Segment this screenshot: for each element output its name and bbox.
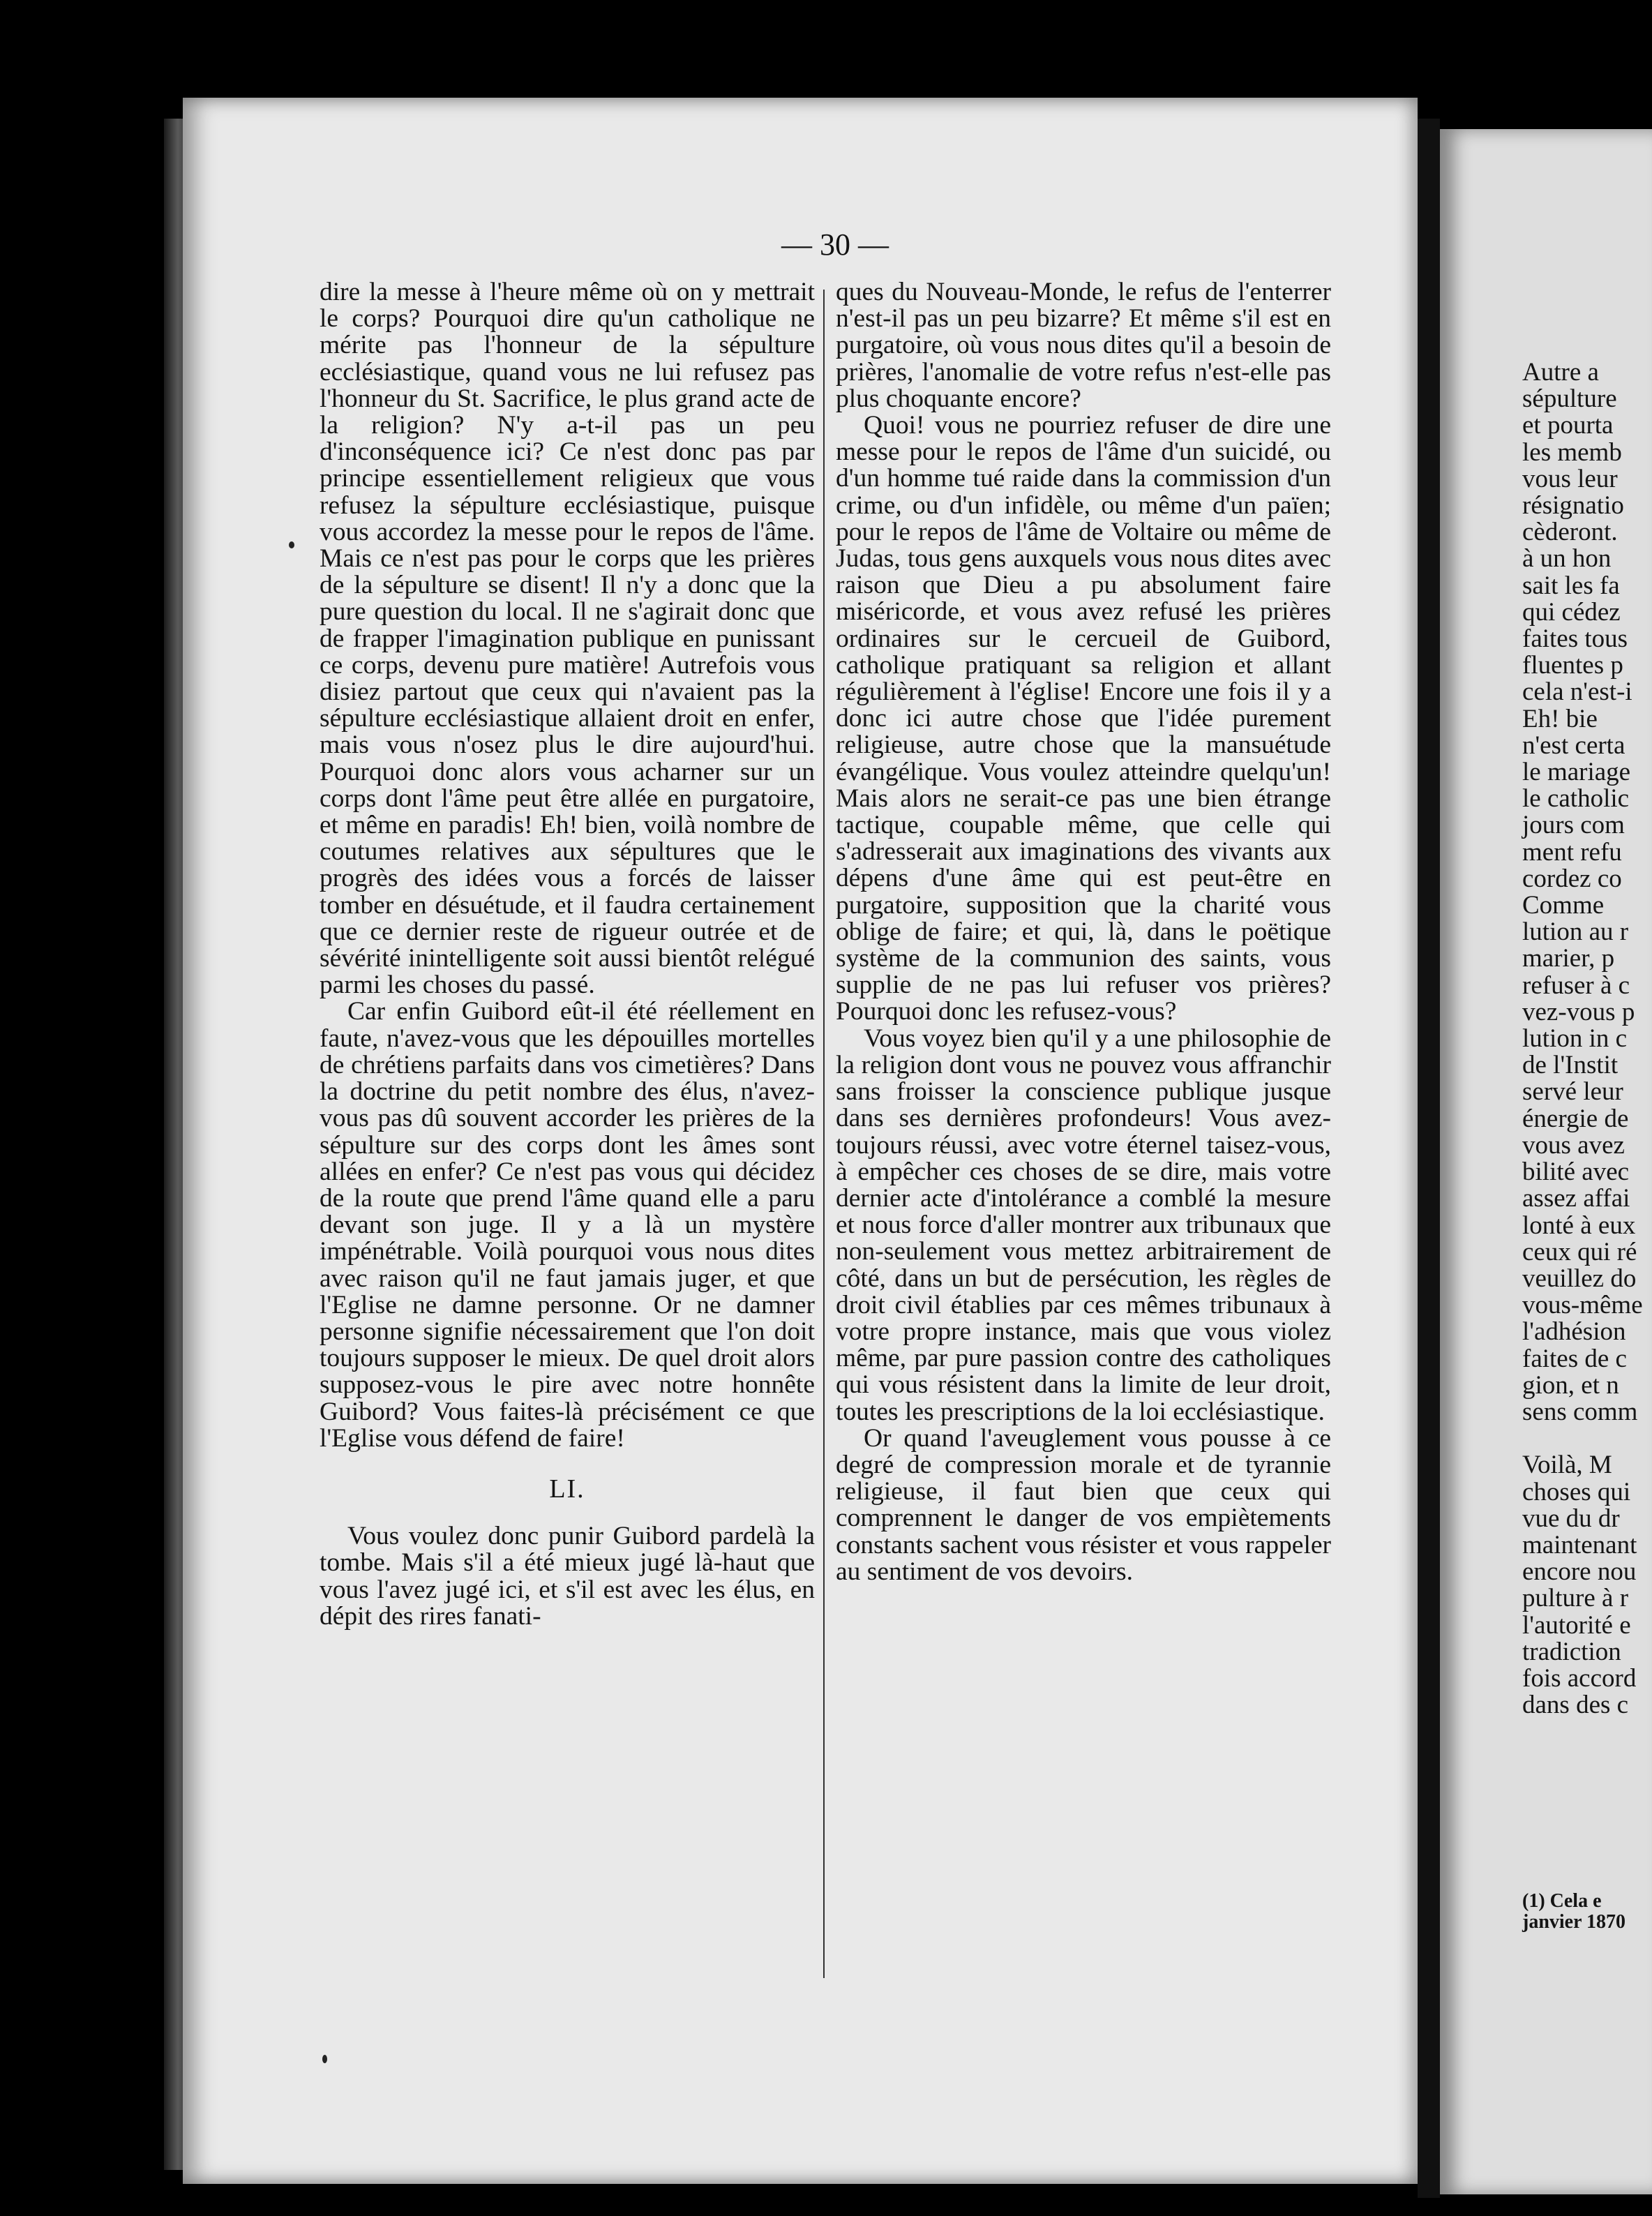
right-page-line: cela n'est-i <box>1522 677 1632 707</box>
right-page-line: vez-vous p <box>1522 997 1635 1026</box>
right-page-line: faites tous <box>1522 624 1628 654</box>
right-page-line: vue du dr <box>1522 1504 1620 1533</box>
right-page-line: Voilà, M <box>1522 1451 1612 1480</box>
right-page-line: assez affai <box>1522 1184 1630 1213</box>
right-page-line: Comme <box>1522 891 1605 920</box>
middle-text-column <box>836 279 1331 1585</box>
right-page-line: ceux qui ré <box>1522 1237 1637 1266</box>
right-page-line: servé leur <box>1522 1077 1623 1107</box>
right-page-line: maintenant <box>1522 1530 1637 1559</box>
right-page-line <box>1522 1425 1652 1452</box>
right-page-line: veuillez do <box>1522 1264 1637 1293</box>
right-page-footnote <box>1522 1891 1652 1933</box>
page-gutter <box>1418 119 1440 2198</box>
right-page-line: résignatio <box>1522 491 1624 521</box>
footnote-line: janvier 1870 <box>1522 1911 1626 1933</box>
paragraph: Car enfin Guibord eût-il été réellement en faute, n'avez-vous que les dépouilles mortelles de chrétiens parfaits dans vos cimetières? Dans la doctrine du petit nombre des élus, n'avez-vous pas dû souvent accorder les prières de la sépulture sur des corps dont les âmes sont allées en enfer? Ce n'est pas vous qui décidez de la route que prend l'âme quand elle a paru devant son juge. Il y a là un mystère impénétrable. Voilà pourquoi vous nous dites avec raison qu'il ne faut jamais juger, et que l'Eglise ne damne personne. Or ne damner personne signifie nécessairement que l'on doit toujours supposer le mieux. De quel droit alors supposez-vous le pire avec notre honnête Guibord? Vous faites-là précisément ce que l'Eglise vous défend de faire! <box>320 997 815 1453</box>
right-page-line: fluentes p <box>1522 651 1623 680</box>
right-page-line: gion, et n <box>1522 1370 1619 1400</box>
right-page-line: vous avez <box>1522 1130 1625 1160</box>
right-page-line: énergie de <box>1522 1104 1629 1133</box>
right-page-line: marier, p <box>1522 944 1615 973</box>
paragraph: Or quand l'aveuglement vous pousse à ce degré de compression morale et de tyrannie religieuse, il faut bien que ceux qui comprennent le danger de vos empiètements constants sachent vous résister et vous rappeler au sentiment de vos devoirs. <box>836 1423 1331 1586</box>
right-page-line: Autre a <box>1522 358 1599 387</box>
paragraph: Vous voulez donc punir Guibord pardelà la tombe. Mais s'il a été mieux jugé là-haut que vous l'avez jugé ici, et s'il est avec les élus, en dépit des rires fanati- <box>320 1522 815 1631</box>
right-page-line: le mariage <box>1522 758 1631 787</box>
footnote-line: (1) Cela e <box>1522 1890 1602 1912</box>
right-page-line: faites de c <box>1522 1344 1627 1373</box>
right-page-line: bilité avec <box>1522 1158 1630 1187</box>
right-page-line: tradiction <box>1522 1637 1621 1666</box>
paragraph: Quoi! vous ne pourriez refuser de dire une messe pour le repos de l'âme d'un suicidé, ou d'un homme tué raide dans la commission d'un crime, ou d'un infidèle, ou même d'un païen; pour le repos de l'âme de Voltaire ou même de Judas, tous gens auxquels vous nous dites avec raison que Dieu a pu absolument faire miséricorde, et vous avez refusé les prières ordinaires sur le cercueil de Guibord, catholique pratiquant sa religion et allant régulièrement à l'église! Encore une fois il y a donc ici autre chose que l'idée purement religieuse, autre chose que la mansuétude évangélique. Vous voulez atteindre quelqu'un! Mais alors ne serait-ce pas une bien étrange tactique, coupable même, que celle qui s'adresserait aux imaginations des vivants aux dépens d'une âme qui est peut-être en purgatoire, supposition que la charité vous oblige de faire; et qui, là, dans le poëtique système de la communion des saints, vous supplie de ne pas lui refuser vos prières? Pourquoi donc les refusez-vous? <box>836 411 1331 1026</box>
right-page-text <box>1522 359 1652 1719</box>
right-page-line: refuser à c <box>1522 971 1630 1000</box>
section-heading: LI. <box>549 1474 585 1504</box>
left-text-column <box>320 279 815 1630</box>
right-page-line: fois accord <box>1522 1663 1637 1693</box>
ink-speck <box>289 541 294 548</box>
right-page-line: choses qui <box>1522 1477 1631 1506</box>
right-page-line: l'adhésion <box>1522 1317 1626 1347</box>
right-page-line: à un hon <box>1522 544 1612 574</box>
right-page-line: ment refu <box>1522 837 1622 867</box>
right-page-line: lonté à eux <box>1522 1211 1636 1240</box>
column-divider <box>823 290 825 1978</box>
right-page-line: cordez co <box>1522 864 1622 893</box>
paragraph: Vous voyez bien qu'il y a une philosophie de la religion dont vous ne pouvez vous affranchir sans froisser la conscience publique jusque dans ses dernières profondeurs! Vous avez-toujours réussi, avec votre éternel taisez-vous, à empêcher ces choses de se dire, mais votre dernier acte d'intolérance a comblé la mesure et nous force d'aller montrer aux tribunaux que non-seulement vous mettez arbitrairement de côté, dans un but de persécution, les règles de droit civil établies par ces mêmes tribunaux à votre propre instance, mais que vous violez même, par pure passion contre des catholiques qui vous résistent dans la limite de leur droit, toutes les prescriptions de la loi ecclésiastique. <box>836 1024 1331 1426</box>
right-page-line: jours com <box>1522 811 1625 840</box>
right-page-line: lution in c <box>1522 1024 1628 1054</box>
right-page-line: cèderont. <box>1522 518 1618 547</box>
right-page-line: le catholic <box>1522 784 1630 814</box>
right-page-line: l'autorité e <box>1522 1610 1631 1640</box>
right-page-line: Eh! bie <box>1522 704 1598 733</box>
ink-speck <box>322 2055 327 2063</box>
right-page-line: les memb <box>1522 437 1622 467</box>
right-page-line: pulture à r <box>1522 1584 1629 1613</box>
paragraph: dire la messe à l'heure même où on y mettrait le corps? Pourquoi dire qu'un catholique ne mérite pas l'honneur de la sépulture ecclésiastique, quand vous ne lui refusez pas l'honneur du St. Sacrifice, le plus grand acte de la religion? N'y a-t-il pas un peu d'inconséquence ici? Ce n'est donc pas par principe essentiellement religieux que vous refusez la sépulture ecclésiastique, puisque vous accordez la messe pour le repos de l'âme. Mais ce n'est pas pour le corps que les prières de la sépulture se disent! Il n'y a donc que la pure question du local. Il ne s'agirait donc que de frapper l'imagination publique en punissant ce corps, devenu pure matière! Autrefois vous disiez partout que ceux qui n'avaient pas la sépulture ecclésiastique allaient droit en enfer, mais vous n'osez plus le dire aujourd'hui. Pourquoi donc alors vous acharner sur un corps dont l'âme peut être allée en purgatoire, et même en paradis! Eh! bien, voilà nombre de coutumes relatives aux sépultures que le progrès des idées vous a forcés de laisser tomber en désuétude, et il faudra certainement que ce dernier reste de rigueur outrée et de sévérité inintelligente soit aussi bientôt relégué parmi les choses du passé. <box>320 278 815 1000</box>
paragraph: ques du Nouveau-Monde, le refus de l'enterrer n'est-il pas un peu bizarre? Et même s'il est en purgatoire, où vous nous dites qu'il a besoin de prières, l'anomalie de votre refus n'est-elle pas plus choquante encore? <box>836 278 1331 413</box>
right-page-line: sépulture <box>1522 384 1617 414</box>
right-page-line: sens comm <box>1522 1397 1638 1426</box>
right-page-line: de l'Instit <box>1522 1051 1619 1080</box>
right-page-line: qui cédez <box>1522 597 1621 627</box>
right-page-line: n'est certa <box>1522 731 1625 760</box>
right-page-line: vous leur <box>1522 464 1618 493</box>
right-page-line: lution au r <box>1522 918 1629 947</box>
right-page-line: dans des c <box>1522 1691 1629 1720</box>
page-number: — 30 — <box>781 227 889 262</box>
right-page-line: vous-même <box>1522 1291 1643 1320</box>
right-page-line: encore nou <box>1522 1557 1637 1587</box>
right-page-line: sait les fa <box>1522 571 1620 600</box>
right-page-line: et pourta <box>1522 411 1614 440</box>
